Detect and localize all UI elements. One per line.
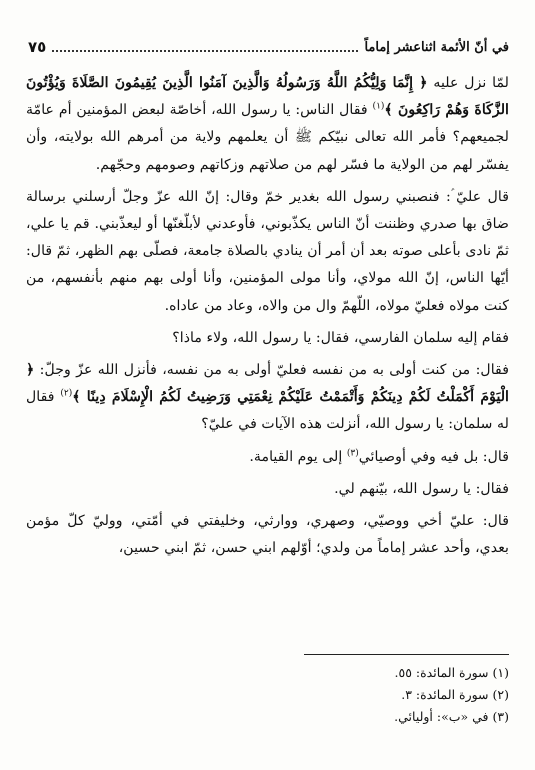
running-header xyxy=(28,36,509,58)
quran-verse: ﴿ إِنَّمَا وَلِيُّكُمُ اللَّهُ وَرَسُولُهُ وَالَّذِينَ آمَنُوا الَّذِينَ يُقِيمُونَ الصَّلَاةَ وَيُؤْتُونَ الزَّكَاةَ وَهُمْ رَاكِعُونَ ﴾ xyxy=(26,75,509,119)
page-number: ٧٥ xyxy=(28,38,47,56)
text-run: قال عليّ ؑ: فنصبني رسول الله بغدير خمّ وقال: إنّ الله عزّ وجلّ أرسلني برسالة ضاق بها صدري وظننت أنّ الناس يكذّبوني، فأوعدني لأبلّغنّها أو ليعذّبني. قم يا علي، ثمّ نادى بأعلى صوته بعد أن أمر أن ينادي بالصلاة جامعة، فصلّى بهم الظهر، ثمّ قال: أيّها الناس، إنّ الله مولاي، وأنا مولى المؤمنين، وأنا أولى بهم منهم بأنفسهم، من كنت مولاه فعليّ مولاه، اللّهمّ وال من والاه، وعاد من عاداه. xyxy=(26,188,509,314)
header-dotted-leader xyxy=(52,42,358,52)
footnotes xyxy=(26,662,509,728)
text-run: فقام إليه سلمان الفارسي، فقال: يا رسول الله، ولاء ماذا؟ xyxy=(172,329,509,346)
quran-verse: ﴿ الْيَوْمَ أَكْمَلْتُ لَكُمْ دِينَكُمْ وَأَتْمَمْتُ عَلَيْكُمْ نِعْمَتِي وَرَضِيتُ لَكُمُ الْإِسْلَامَ دِينًا ﴾ xyxy=(26,362,509,406)
footnote-divider xyxy=(304,654,509,655)
paragraph xyxy=(26,184,509,320)
text-run: فقال: يا رسول الله، بيّنهم لي. xyxy=(334,480,509,497)
chapter-title: في أنّ الأئمة اثناعشر إماماً xyxy=(364,39,509,55)
paragraph xyxy=(26,325,509,352)
footnote: (٣) في «ب»: أوليائي. xyxy=(394,709,509,724)
text-run: قال: عليّ أخي ووصيّي، وصهري، ووارثي، وخليفتي في أمّتي، ووليّ كلّ مؤمن بعدي، وأحد عشر إماماً من ولدي؛ أوّلهم ابني حسن، ثمّ ابني حسين، xyxy=(26,513,509,557)
paragraph xyxy=(26,508,509,562)
text-run: قال: بل فيه وفي أوصيائي xyxy=(358,448,509,465)
paragraph xyxy=(26,70,509,179)
footnote-ref: (٣) xyxy=(346,447,359,458)
text-run: فقال الناس: يا رسول الله، أخاصّة لبعض المؤمنين أم عامّة لجميعهم؟ فأمر الله تعالى نبيّكم ﷺ أن يعلمهم ولاية من أمرهم الله بولايته، وأن يفسّر لهم من الولاية ما فسّر لهم من صلاتهم وزكاتهم وصومهم وحجّهم. xyxy=(26,102,509,173)
text-run: لمّا نزل عليه xyxy=(427,75,509,91)
text-run: إلى يوم القيامة. xyxy=(249,448,347,465)
text-run: فقال له سلمان: يا رسول الله، أنزلت هذه الآيات في عليّ؟ xyxy=(26,389,509,433)
footnote-ref: (١) xyxy=(372,101,385,112)
footnote: (١) سورة المائدة: ٥٥. xyxy=(394,665,509,680)
paragraph xyxy=(26,444,509,471)
paragraph xyxy=(26,357,509,439)
footnote-ref: (٢) xyxy=(60,388,73,399)
text-run: فقال: من كنت أولى به من نفسه فعليّ أولى به من نفسه، فأنزل الله عزّ وجلّ: xyxy=(34,362,509,379)
body-text xyxy=(26,70,509,562)
footnote: (٢) سورة المائدة: ٣. xyxy=(401,687,509,702)
paragraph xyxy=(26,476,509,503)
